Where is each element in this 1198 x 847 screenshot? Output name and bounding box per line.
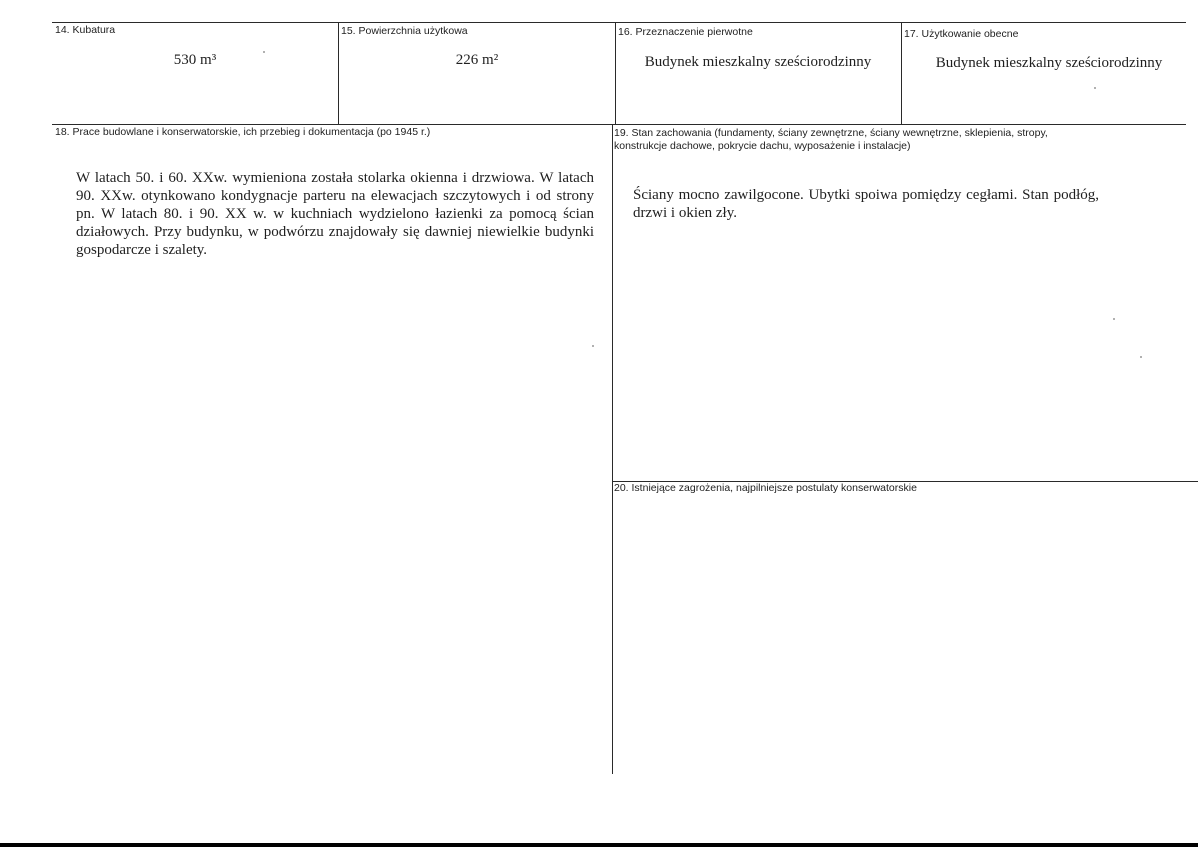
divider-14-15 — [338, 22, 339, 124]
field-19-text: Ściany mocno zawilgocone. Ubytki spoiwa pomiędzy cegłami. Stan podłóg, drzwi i okien zły. — [633, 187, 1099, 221]
divider-15-16 — [615, 22, 616, 124]
scan-speck — [1140, 356, 1142, 358]
field-18-label: 18. Prace budowlane i konserwatorskie, ich przebieg i dokumentacja (po 1945 r.) — [55, 126, 431, 138]
field-18-text: W latach 50. i 60. XXw. wymieniona została stolarka okienna i drzwiowa. W latach 90. XXw. otynkowano kondygnacje parteru na elewacjach szczytowych i od strony pn. W latach 80. i 90. XX w. w kuchniach wydzielono łazienki za pomocą ścian działowych. Przy budynku, w podwórzu znajdowały się dawniej niewielkie budynki gospodarcze i szalety. — [76, 170, 594, 258]
divider-16-17 — [901, 22, 902, 124]
field-19-label: 19. Stan zachowania (fundamenty, ściany zewnętrzne, ściany wewnętrzne, sklepienia, stropy, konstrukcje dachowe, pokrycie dachu, wyposażenie i instalacje) — [614, 127, 1048, 152]
divider-18-19 — [612, 124, 613, 774]
field-15-label: 15. Powierzchnia użytkowa — [341, 25, 468, 37]
field-14-value: 530 m³ — [173, 52, 217, 68]
scan-speck — [263, 51, 265, 53]
field-15-value: 226 m² — [455, 52, 499, 68]
row1-top-rule — [52, 22, 1186, 23]
field-17-label: 17. Użytkowanie obecne — [904, 28, 1019, 40]
scan-speck — [1113, 318, 1115, 320]
scan-bottom-edge — [0, 843, 1198, 847]
row1-bottom-rule — [52, 124, 1186, 125]
scan-speck — [592, 345, 594, 347]
field-16-label: 16. Przeznaczenie pierwotne — [618, 26, 753, 38]
field-17-value: Budynek mieszkalny sześciorodzinny — [935, 55, 1163, 71]
scan-speck — [1094, 87, 1096, 89]
field-14-label: 14. Kubatura — [55, 24, 116, 36]
field-16-value: Budynek mieszkalny sześciorodzinny — [644, 54, 872, 70]
field-20-label: 20. Istniejące zagrożenia, najpilniejsze postulaty konserwatorskie — [614, 482, 917, 494]
